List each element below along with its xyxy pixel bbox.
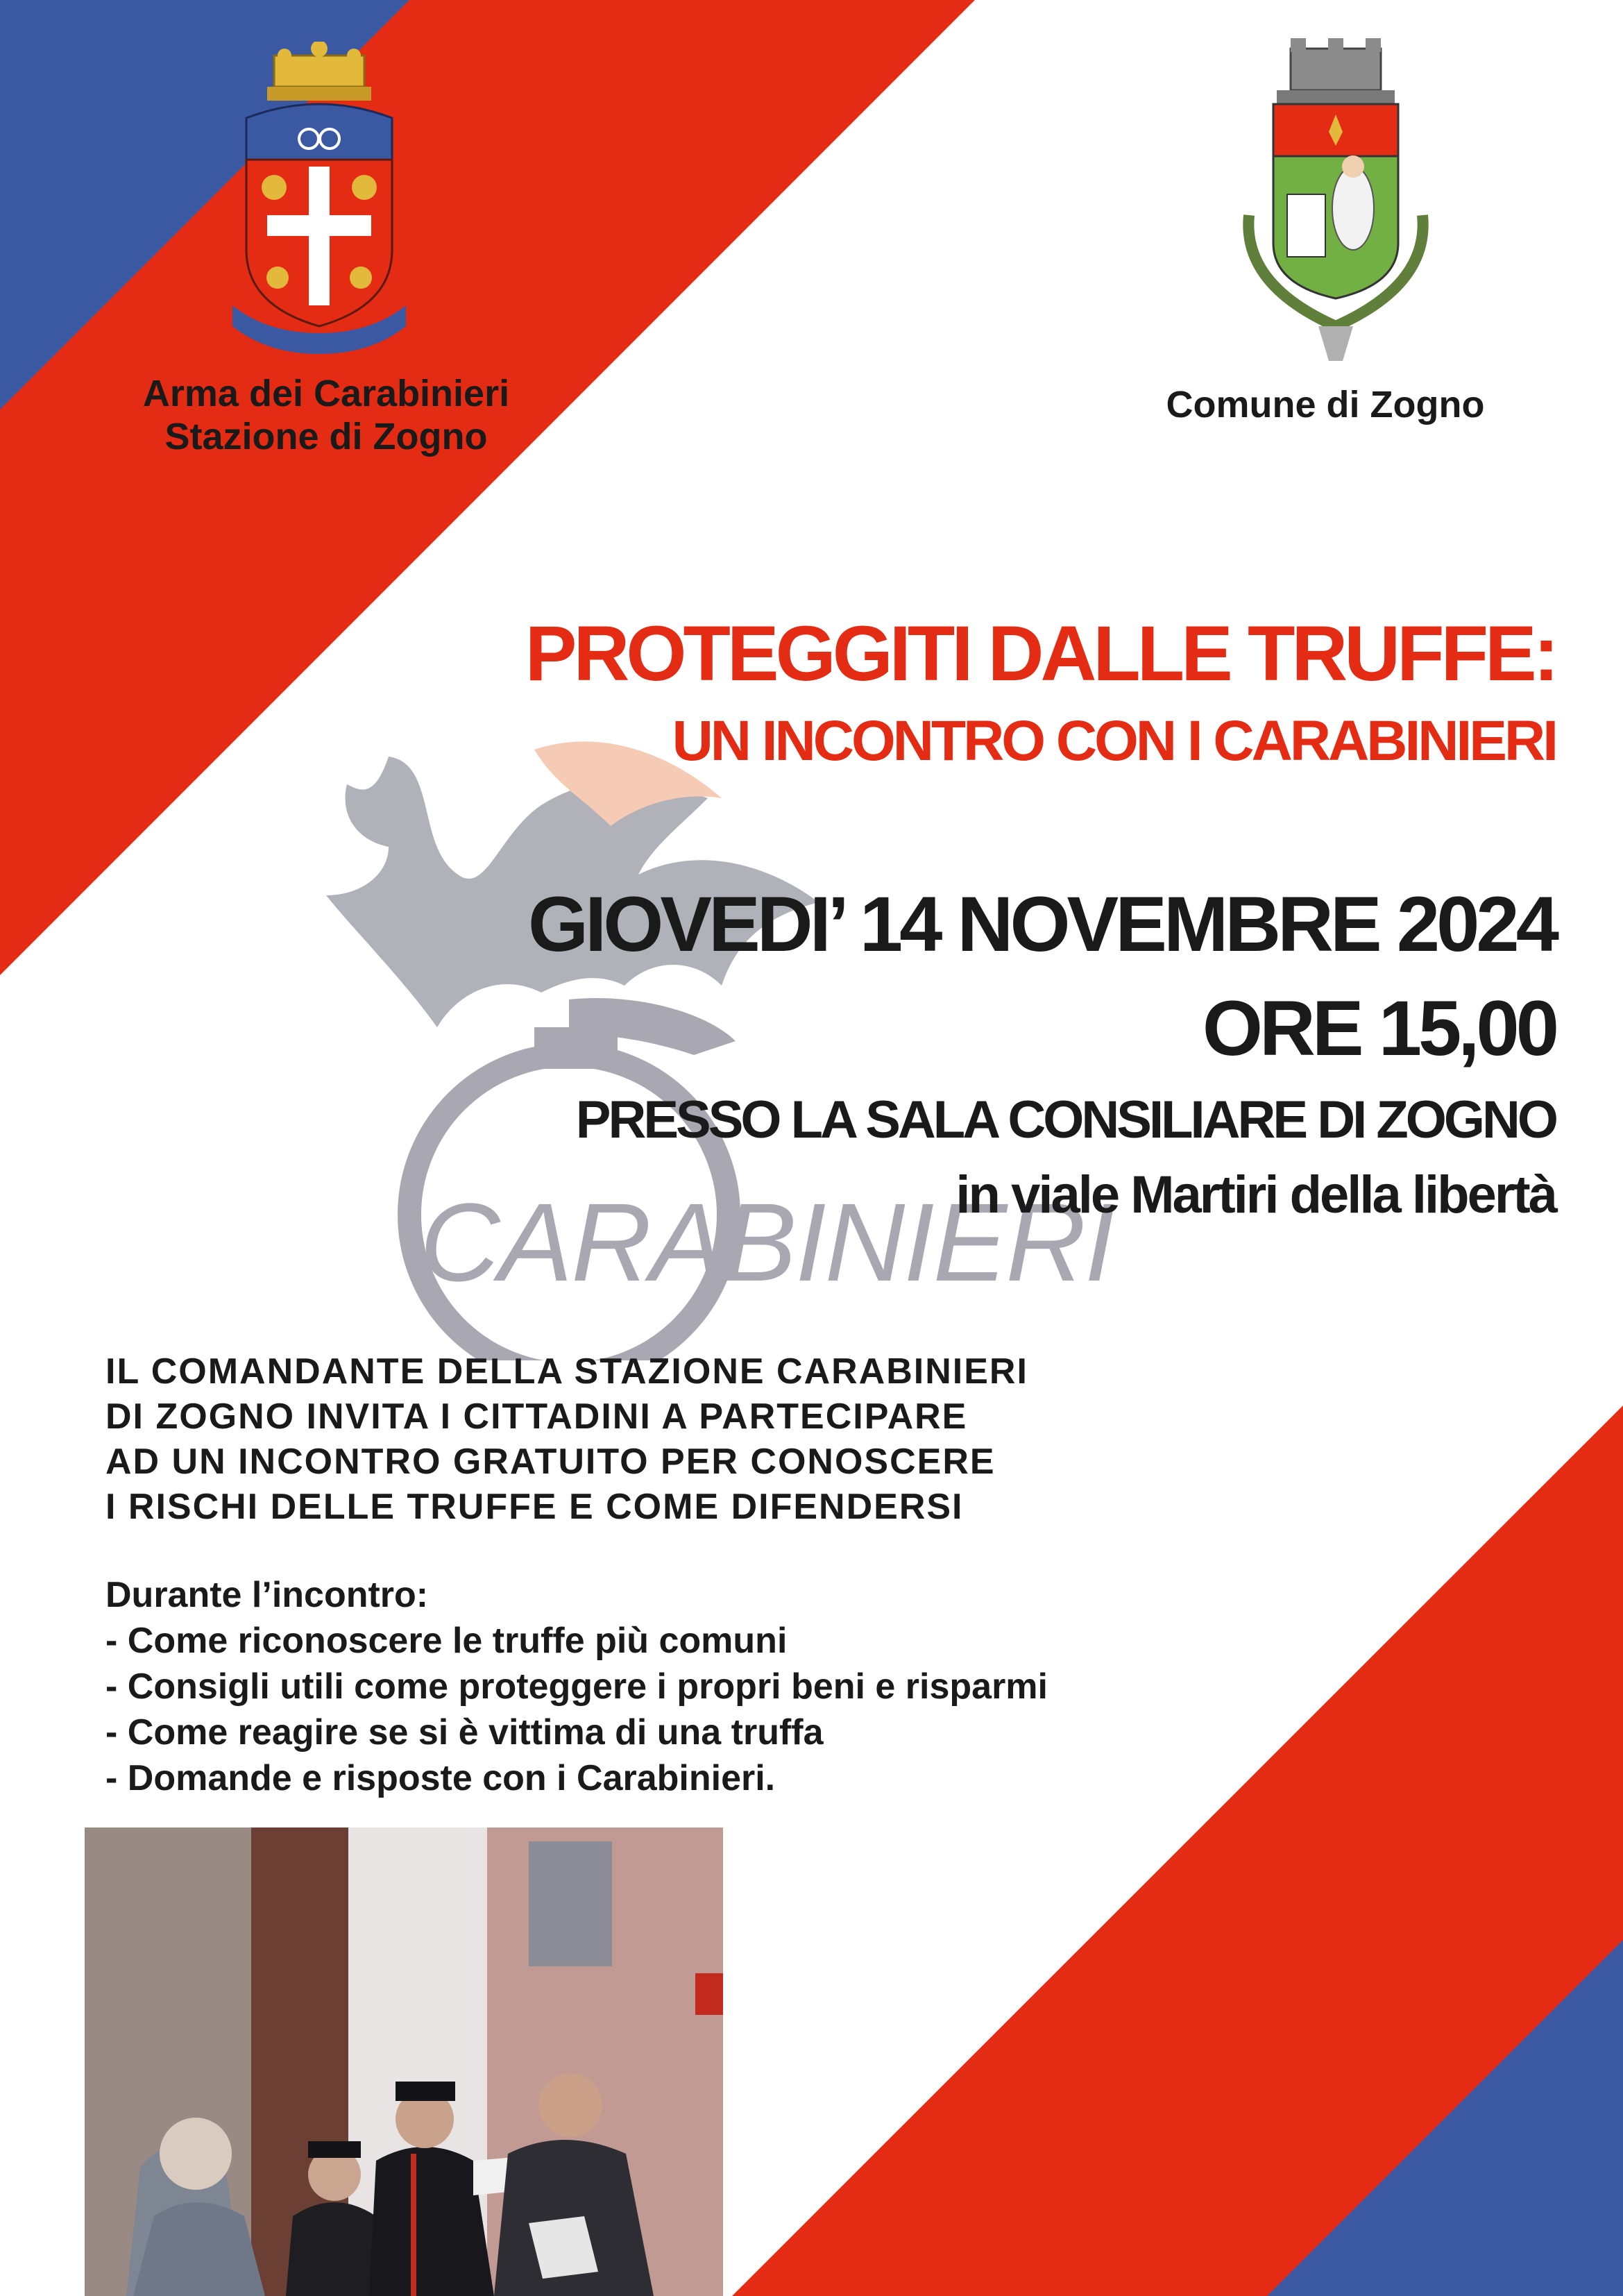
intro-line: DI ZOGNO INVITA I CITTADINI A PARTECIPARE (105, 1396, 968, 1437)
intro-line: I RISCHI DELLE TRUFFE E COME DIFENDERSI (105, 1487, 964, 1527)
agenda-heading: Durante l’incontro: (105, 1575, 429, 1615)
watermark-text: CARABINIERI (420, 1180, 1114, 1304)
intro-line: AD UN INCONTRO GRATUITO PER CONOSCERE (105, 1442, 996, 1482)
agenda-item: - Consigli utili come proteggere i propri beni e risparmi (105, 1666, 1048, 1707)
left-org-label-line2: Stazione di Zogno (164, 416, 488, 457)
zogno-coat-of-arms-icon (1221, 35, 1450, 368)
event-address: in viale Martiri della libertà (955, 1165, 1556, 1224)
agenda-item: - Come reagire se si è vittima di una truffa (105, 1712, 824, 1753)
headline-line2: UN INCONTRO CON I CARABINIERI (672, 709, 1556, 773)
carabinieri-meeting-citizens-illustration (85, 1827, 723, 2296)
event-date: GIOVEDI’ 14 NOVEMBRE 2024 (528, 881, 1556, 968)
agenda-item: - Come riconoscere le truffe più comuni (105, 1621, 788, 1661)
intro-line: IL COMANDANTE DELLA STAZIONE CARABINIERI (105, 1351, 1028, 1392)
agenda-item: - Domande e risposte con i Carabinieri. (105, 1758, 776, 1798)
intro-paragraph (105, 1349, 1028, 1530)
event-time: ORE 15,00 (1202, 985, 1556, 1072)
left-org-label-line1: Arma dei Carabinieri (142, 373, 510, 414)
agenda-list (105, 1572, 1048, 1801)
headline-line1: PROTEGGITI DALLE TRUFFE: (525, 610, 1556, 697)
right-org-label: Comune di Zogno (1166, 384, 1485, 425)
event-venue: PRESSO LA SALA CONSILIARE DI ZOGNO (575, 1090, 1556, 1149)
left-org-label (97, 372, 555, 458)
carabinieri-coat-of-arms-icon (226, 42, 413, 354)
